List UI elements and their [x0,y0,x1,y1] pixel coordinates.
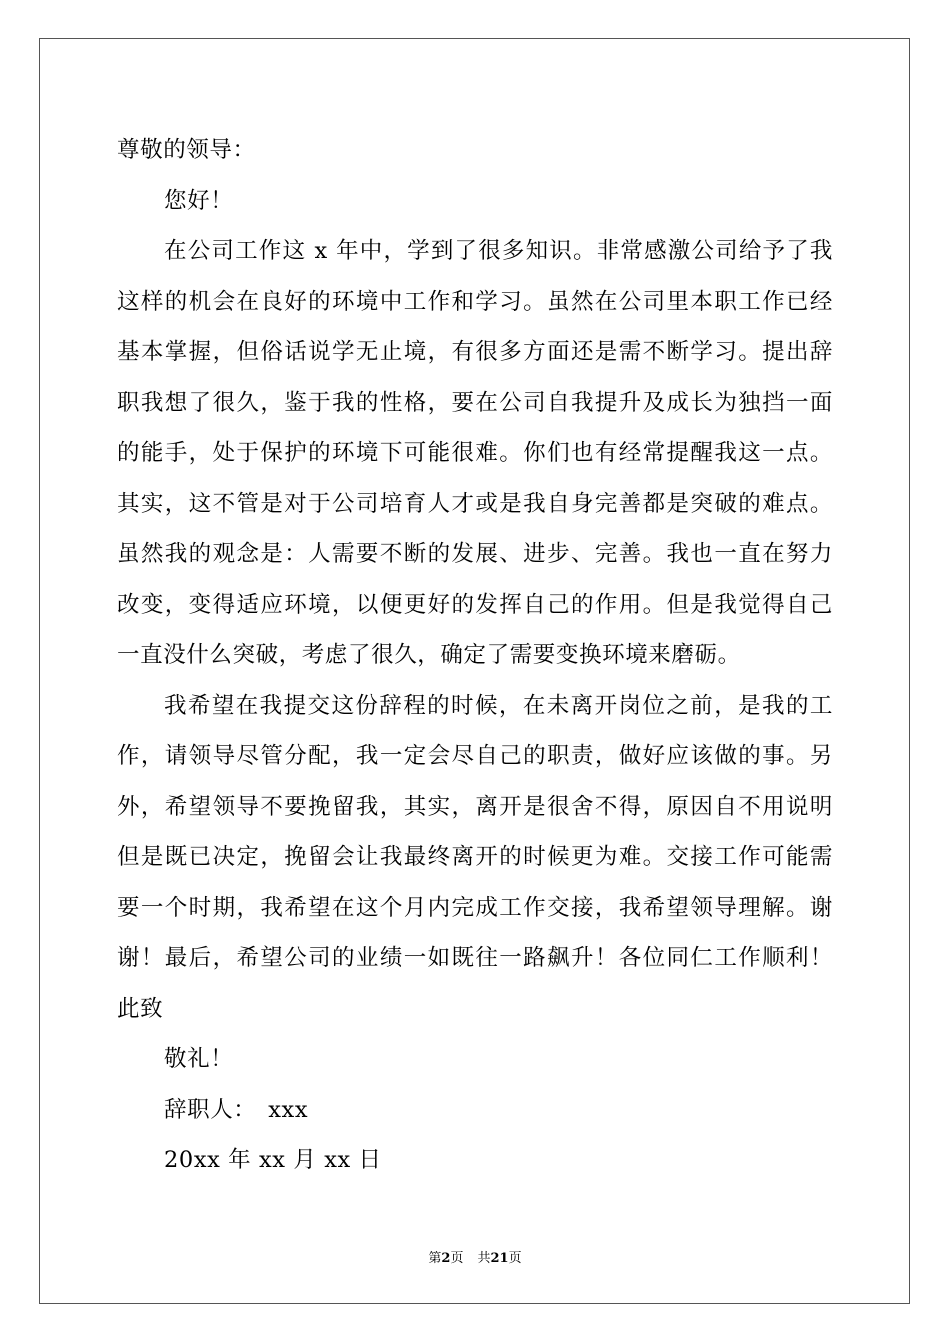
paragraph-line: 在公司工作这 x 年中，学到了很多知识。非常感激公司给予了我 [164,238,833,264]
regards: 敬礼！ [164,1046,234,1072]
paragraph-line: 我希望在我提交这份辞程的时候，在未离开岗位之前，是我的工 [164,692,833,719]
paragraph-line: 职我想了很久，鉴于我的性格，要在公司自我提升及成长为独挡一面 [117,389,833,416]
paragraph-line: 外，希望领导不要挽留我，其实，离开是很舍不得，原因自不用说明 [117,793,833,820]
paragraph-1 [117,226,833,681]
page-prefix: 第 [428,1251,442,1266]
paragraph-line: 但是既已决定，挽留会让我最终离开的时候更为难。交接工作可能需 [117,844,833,870]
paragraph-line: 作，请领导尽管分配，我一定会尽自己的职责，做好应该做的事。另 [117,743,833,769]
page-total: 21 [490,1251,509,1266]
paragraph-line: 这样的机会在良好的环境中工作和学习。虽然在公司里本职工作已经 [117,288,833,315]
paragraph-line: 一直没什么突破，考虑了很久，确定了需要变换环境来磨砺。 [117,642,741,668]
date: 20xx 年 xx 月 xx 日 [164,1147,382,1173]
paragraph-line: 虽然我的观念是：人需要不断的发展、进步、完善。我也一直在努力 [117,541,833,567]
salutation: 尊敬的领导： [117,137,256,163]
signature: 辞职人： xxx [164,1096,309,1123]
letter-body [117,125,833,1186]
paragraph-line: 谢！最后，希望公司的业绩一如既往一路飙升！各位同仁工作顺利！ [117,945,833,971]
page-number: 2 [441,1251,451,1266]
closing: 此致 [117,995,164,1022]
page-footer [0,1247,950,1266]
total-prefix: 共 [477,1251,491,1266]
total-suffix: 页 [508,1251,522,1266]
paragraph-2 [117,681,833,984]
paragraph-line: 其实，这不管是对于公司培育人才或是我自身完善都是突破的难点。 [117,490,833,517]
page-suffix: 页 [450,1251,464,1266]
paragraph-line: 要一个时期，我希望在这个月内完成工作交接，我希望领导理解。谢 [117,894,833,921]
paragraph-line: 基本掌握，但俗话说学无止境，有很多方面还是需不断学习。提出辞 [117,339,833,365]
greeting: 您好！ [164,187,234,214]
paragraph-line: 改变，变得适应环境，以便更好的发挥自己的作用。但是我觉得自己 [117,591,833,618]
paragraph-line: 的能手，处于保护的环境下可能很难。你们也有经常提醒我这一点。 [117,440,833,466]
